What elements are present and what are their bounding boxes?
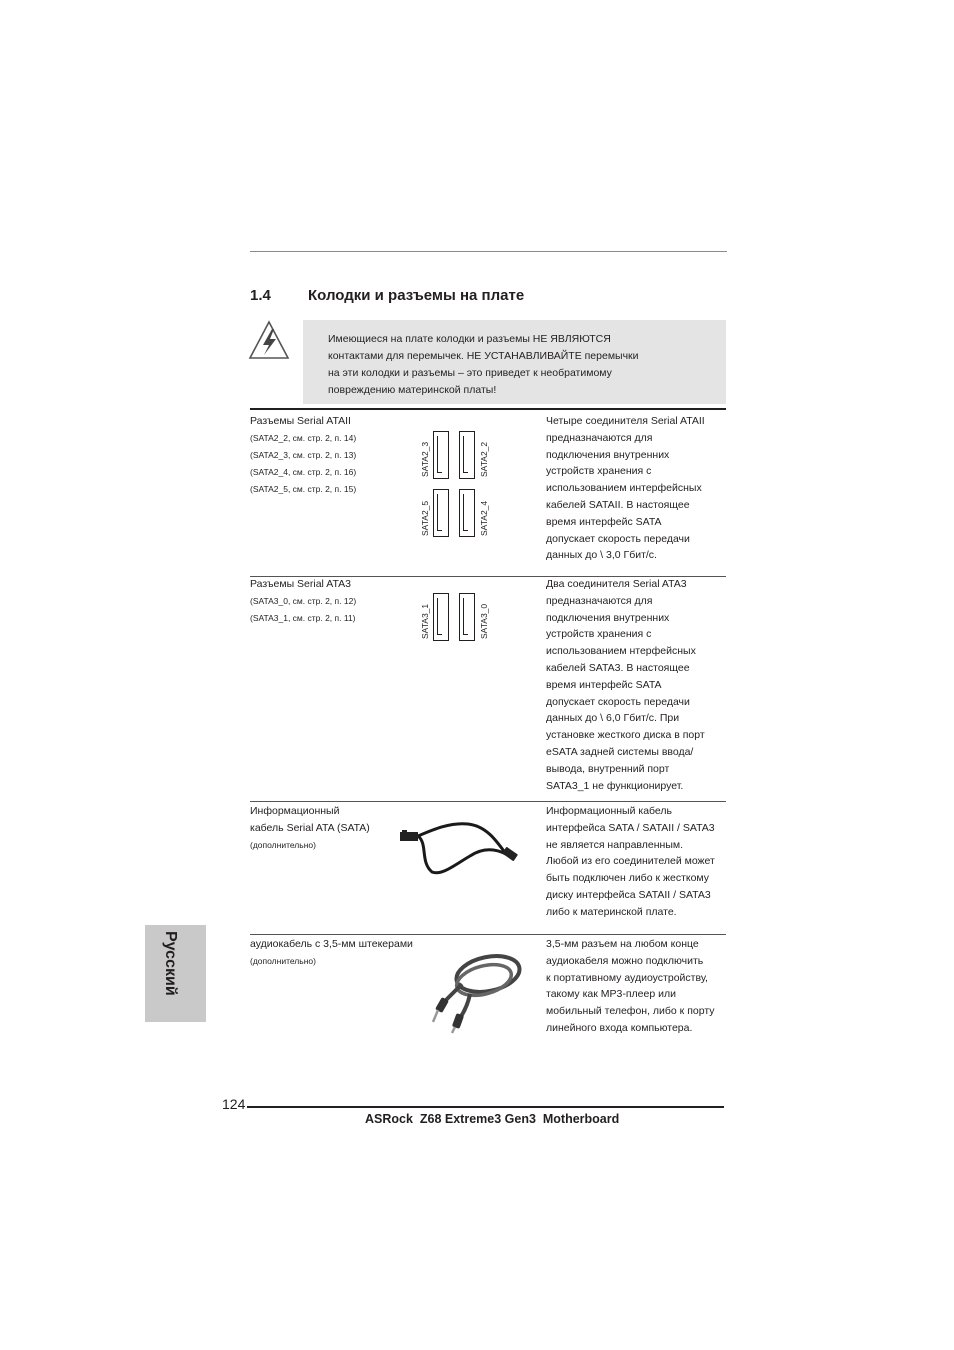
desc-line: интерфейса SATA / SATAII / SATA3 [546,821,715,834]
connector-label: SATA2_3 [420,441,430,477]
footer-rule [247,1106,724,1108]
desc-line: подключения внутренних [546,448,670,461]
desc-line: предназначаются для [546,431,653,444]
audio-cable-icon [428,950,528,1034]
row-label: Информационный [250,805,340,817]
sata-connector-icon [459,593,475,641]
desc-line: Информационный кабель [546,805,673,817]
desc-line: к портативному аудиоустройству, [546,971,708,984]
sata-connector-icon [459,489,475,537]
section-title: Колодки и разъемы на плате [308,287,525,304]
row-sub: (SATA2_5, см. стр. 2, п. 15) [250,484,357,494]
note-line: контактами для перемычек. НЕ УСТАНАВЛИВАЙТЕ перемычки [328,350,639,362]
row-sub: (SATA2_3, см. стр. 2, п. 13) [250,450,357,460]
desc-line: Четыре соединителя Serial ATAII [546,415,705,427]
warning-note [303,320,726,404]
sata-connector-icon [433,431,449,479]
note-line: на эти колодки и разъемы – это приведет к необратимому [328,367,612,379]
connector-label: SATA2_2 [479,441,489,477]
desc-line: вывода, внутренний порт [546,762,670,775]
desc-line: кабелей SATAII. В настоящее [546,498,690,511]
desc-line: мобильный телефон, либо к порту [546,1005,715,1018]
desc-line: устройств хранения с [546,465,652,478]
row-label: кабель Serial ATA (SATA) [250,822,370,834]
desc-line: подключения внутренних [546,611,670,624]
desc-line: допускает скорость передачи [546,532,690,545]
desc-line: линейного входа компьютера. [546,1021,693,1034]
row-sub: (дополнительно) [250,956,316,966]
desc-line: диску интерфейса SATAII / SATA3 [546,888,711,901]
note-line: Имеющиеся на плате колодки и разъемы НЕ ЯВЛЯЮТСЯ [328,333,611,345]
desc-line: использованием интерфейсных [546,482,702,495]
note-line: повреждению материнской платы! [328,384,497,396]
connector-label: SATA3_0 [479,603,489,639]
desc-line: eSATA задней системы ввода/ [546,745,694,758]
row-label: Разъемы Serial ATAII [250,415,351,427]
language-side-tab [145,925,206,1022]
row-description [546,803,732,921]
row-divider [250,801,726,802]
row-sub: (SATA3_1, см. стр. 2, п. 11) [250,613,356,623]
desc-line: установке жесткого диска в порт [546,729,705,742]
row-sub: (SATA3_0, см. стр. 2, п. 12) [250,596,357,606]
desc-line: быть подключен либо к жесткому [546,872,710,885]
row-description [546,936,732,1037]
desc-line: Два соединителя Serial ATA3 [546,578,687,590]
section-number: 1.4 [250,287,271,304]
desc-line: SATA3_1 не функционирует. [546,779,684,792]
desc-line: время интерфейс SATA [546,515,662,528]
desc-line: аудиокабеля можно подключить [546,954,704,967]
desc-line: не является направленным. [546,838,684,851]
sata-connector-icon [433,593,449,641]
side-tab-label: Русский [162,931,179,996]
connector-label: SATA2_5 [420,500,430,536]
row-sub: (SATA2_4, см. стр. 2, п. 16) [250,467,357,477]
desc-line: устройств хранения с [546,628,652,641]
desc-line: допускает скорость передачи [546,695,690,708]
sata-connector-icon [459,431,475,479]
footer-title: ASRock Z68 Extreme3 Gen3 Motherboard [365,1112,620,1126]
desc-line: 3,5-мм разъем на любом конце [546,938,699,950]
row-label: аудиокабель с 3,5-мм штекерами [250,938,413,950]
sata-cable-icon [398,818,522,878]
row-sub: (дополнительно) [250,840,316,850]
top-rule [250,251,727,252]
desc-line: кабелей SATA3. В настоящее [546,661,690,674]
desc-line: предназначаются для [546,594,653,607]
row-divider [250,934,726,935]
table-top-rule [250,408,726,410]
desc-line: использованием нтерфейсных [546,645,696,658]
desc-line: время интерфейс SATA [546,678,662,691]
desc-line: данных до \ 3,0 Гбит/с. [546,549,657,562]
desc-line: Любой из его соединителей может [546,855,715,868]
row-description [546,576,732,794]
desc-line: такому как MP3-плеер или [546,988,676,1001]
row-sub: (SATA2_2, см. стр. 2, п. 14) [250,433,357,443]
connector-label: SATA3_1 [420,603,430,639]
desc-line: данных до \ 6,0 Гбит/с. При [546,712,680,725]
row-label: Разъемы Serial ATA3 [250,578,351,590]
sata-connector-icon [433,489,449,537]
row-description [546,413,732,564]
connector-label: SATA2_4 [479,500,489,536]
desc-line: либо к материнской плате. [546,905,677,918]
page-number: 124 [222,1096,246,1112]
warning-icon [248,320,290,360]
